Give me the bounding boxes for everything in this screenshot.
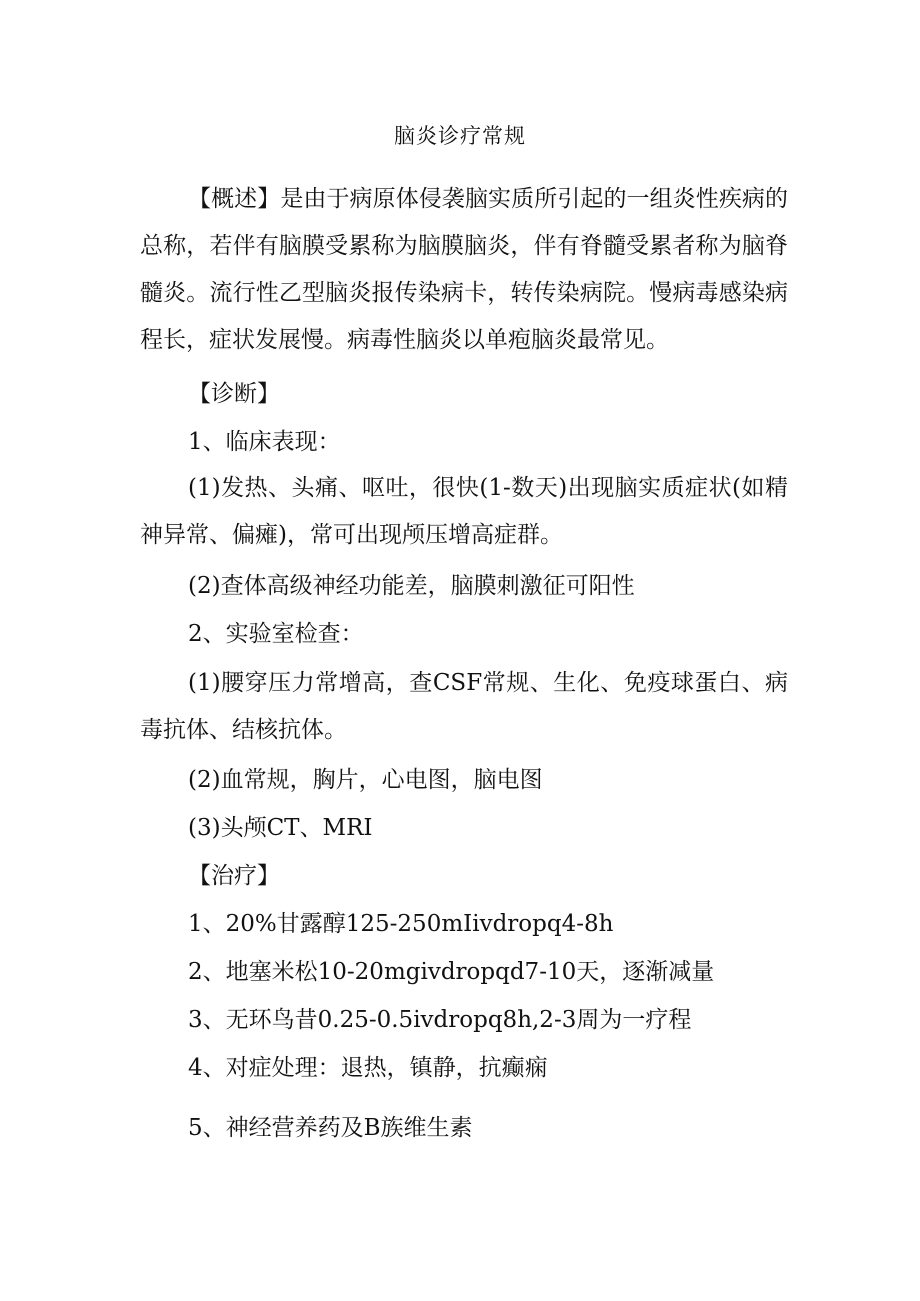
document-title: 脑炎诊疗常规 [394, 124, 526, 148]
lab-item-1: (1)腰穿压力常增高，查CSF常规、生化、免疫球蛋白、病毒抗体、结核抗体。 [140, 670, 788, 743]
treatment-item: 3、无环鸟昔0.25-0.5ivdropq8h,2-3周为一疗程 [188, 1007, 692, 1033]
clinical-item-1: (1)发热、头痛、呕吐，很快(1-数天)出现脑实质症状(如精神异常、偏瘫)，常可出现颅压增高症群。 [140, 475, 788, 548]
lab-item-3: (3)头颅CT、MRI [188, 815, 373, 841]
lab-heading: 2、实验室检查： [188, 621, 364, 647]
treatment-item: 4、对症处理：退热，镇静，抗癫痫 [188, 1055, 548, 1081]
treatment-item: 5、神经营养药及B族维生素 [188, 1115, 473, 1141]
treatment-heading: 【治疗】 [188, 863, 280, 889]
lab-item-2: (2)血常规，胸片，心电图，脑电图 [188, 767, 543, 793]
diagnosis-heading: 【诊断】 [188, 381, 280, 407]
clinical-item-2: (2)查体高级神经功能差，脑膜刺激征可阳性 [188, 573, 635, 599]
treatment-item: 2、地塞米松10-20mgivdropqd7-10天，逐渐减量 [188, 959, 715, 985]
treatment-item: 1、20%甘露醇125-250mIivdropq4-8h [188, 911, 614, 937]
overview-paragraph: 【概述】是由于病原体侵袭脑实质所引起的一组炎性疾病的总称，若伴有脑膜受累称为脑膜脑炎，伴有脊髓受累者称为脑脊髓炎。流行性乙型脑炎报传染病卡，转传染病院。慢病毒感染病程长，症状发展慢。病毒性脑炎以单疱脑炎最常见。 [140, 186, 788, 353]
clinical-heading: 1、临床表现： [188, 429, 341, 455]
